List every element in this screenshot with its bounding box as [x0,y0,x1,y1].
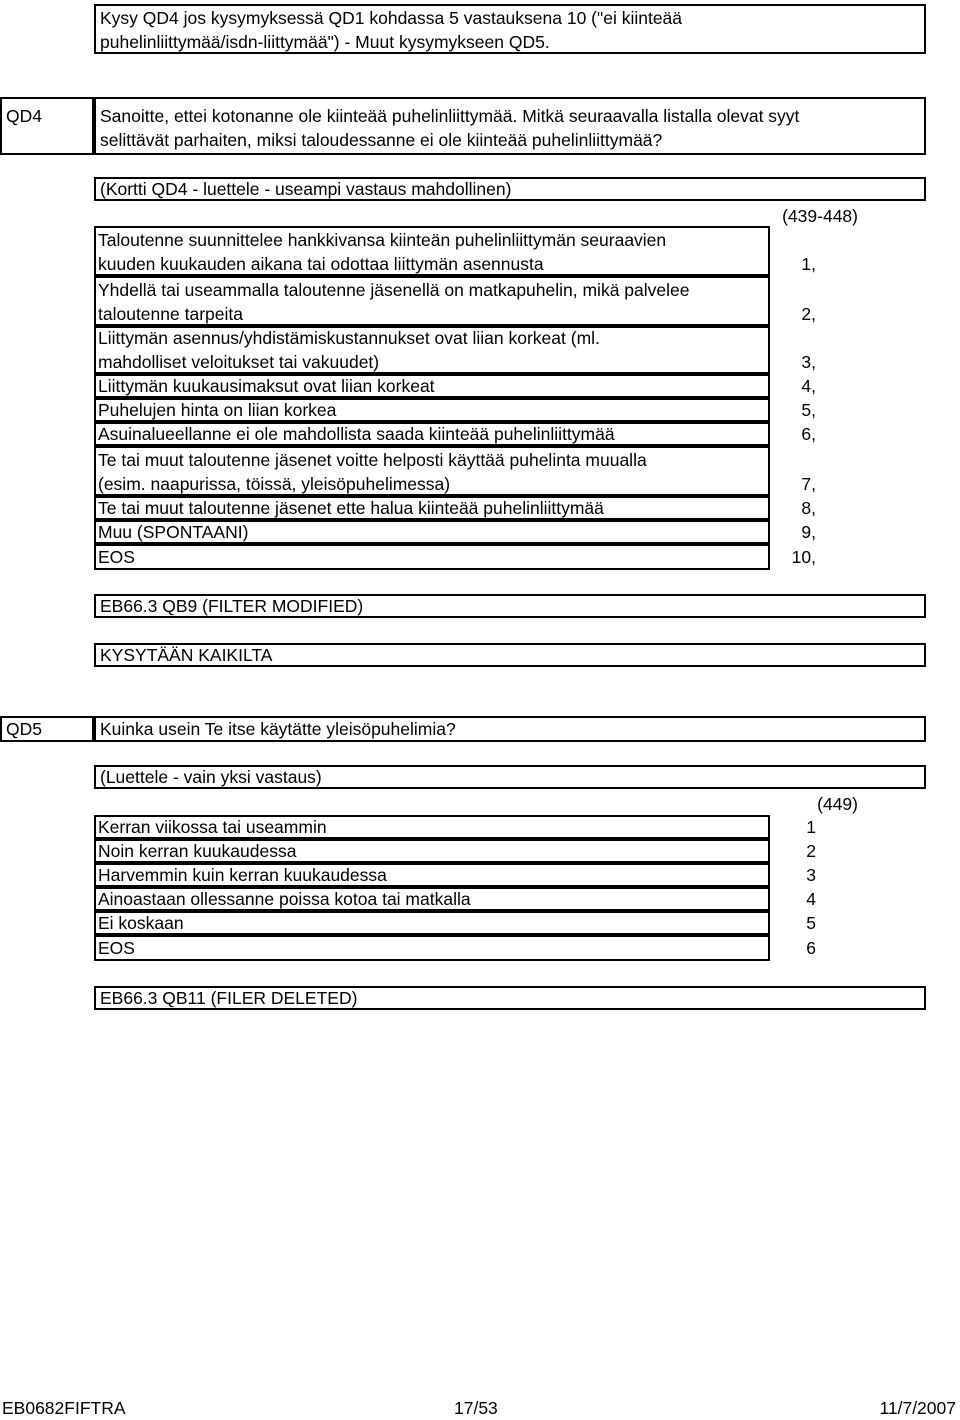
qd4-option-7-line1: Te tai muut taloutenne jäsenet voitte helposti käyttää puhelinta muualla [98,450,647,470]
qd4-option-3-line1: Liittymän asennus/yhdistämiskustannukset ovat liian korkeat (ml. [98,328,600,348]
qd5-option-1: Kerran viikossa tai useammin [98,817,327,837]
note-filter-modified: EB66.3 QB9 (FILTER MODIFIED) [100,596,364,616]
ask-all-label: KYSYTÄÄN KAIKILTA [100,645,273,665]
qd4-option-9-line1: Muu (SPONTAANI) [98,522,249,542]
qd5-question: Kuinka usein Te itse käytätte yleisöpuhelimia? [100,719,456,739]
footer-page-number: 17/53 [454,1398,498,1418]
qd4-question-line1: Sanoitte, ettei kotonanne ole kiinteää puhelinliittymää. Mitkä seuraavalla listalla olevat syyt [100,106,800,126]
qd4-option-7-code: 7, [801,474,816,494]
qd4-option-3-line2: mahdolliset veloitukset tai vakuudet) [98,352,380,372]
qd5-label: QD5 [6,719,42,739]
qd4-option-1-line2: kuuden kuukauden aikana tai odottaa liittymän asennusta [98,254,544,274]
qd4-option-3-code: 3, [801,352,816,372]
qd5-option-4: Ainoastaan ollessanne poissa kotoa tai matkalla [98,889,471,909]
note-filter-deleted: EB66.3 QB11 (FILER DELETED) [100,988,358,1008]
qd4-option-6-code: 6, [801,424,816,444]
qd5-option-2: Noin kerran kuukaudessa [98,841,297,861]
qd4-option-5-line1: Puhelujen hinta on liian korkea [98,400,337,420]
qd5-option-3: Harvemmin kuin kerran kuukaudessa [98,865,387,885]
filter-instruction-line1: Kysy QD4 jos kysymyksessä QD1 kohdassa 5 vastauksena 10 ("ei kiinteää [100,8,683,28]
footer-doc-id: EB0682FIFTRA [2,1398,126,1418]
qd4-option-4-code: 4, [801,376,816,396]
qd4-option-8-line1: Te tai muut taloutenne jäsenet ette halua kiinteää puhelinliittymää [98,498,604,518]
qd4-option-8-code: 8, [801,498,816,518]
footer-date: 11/7/2007 [879,1398,956,1418]
qd5-option-6: EOS [98,938,135,958]
qd4-label: QD4 [6,106,42,126]
qd5-instruction: (Luettele - vain yksi vastaus) [100,767,322,787]
qd5-column-ref: (449) [817,794,858,814]
qd4-option-5-code: 5, [801,400,816,420]
qd4-option-4-line1: Liittymän kuukausimaksut ovat liian korkeat [98,376,435,396]
qd4-option-9-code: 9, [801,522,816,542]
qd4-option-1-code: 1, [801,254,816,274]
qd4-column-ref: (439-448) [782,206,858,226]
qd4-instruction: (Kortti QD4 - luettele - useampi vastaus mahdollinen) [100,179,512,199]
qd4-question-line2: selittävät parhaiten, miksi taloudessanne ei ole kiinteää puhelinliittymää? [100,130,663,150]
filter-instruction-line2: puhelinliittymää/isdn-liittymää") - Muut kysymykseen QD5. [100,32,550,52]
qd5-option-1-code: 1 [806,817,816,837]
qd4-option-10-code: 10, [791,547,816,567]
qd4-option-2-line2: taloutenne tarpeita [98,304,243,324]
qd4-option-2-line1: Yhdellä tai useammalla taloutenne jäsenellä on matkapuhelin, mikä palvelee [98,280,690,300]
qd5-option-4-code: 4 [806,889,816,909]
qd5-option-2-code: 2 [806,841,816,861]
qd4-option-2-code: 2, [801,304,816,324]
qd4-option-1-line1: Taloutenne suunnittelee hankkivansa kiinteän puhelinliittymän seuraavien [98,230,667,250]
qd5-option-5: Ei koskaan [98,913,184,933]
qd4-option-6-line1: Asuinalueellanne ei ole mahdollista saada kiinteää puhelinliittymää [98,424,615,444]
qd5-option-3-code: 3 [806,865,816,885]
qd4-option-10-line1: EOS [98,547,135,567]
qd4-option-7-line2: (esim. naapurissa, töissä, yleisöpuhelimessa) [98,474,451,494]
qd5-option-6-code: 6 [806,938,816,958]
qd5-option-5-code: 5 [806,913,816,933]
